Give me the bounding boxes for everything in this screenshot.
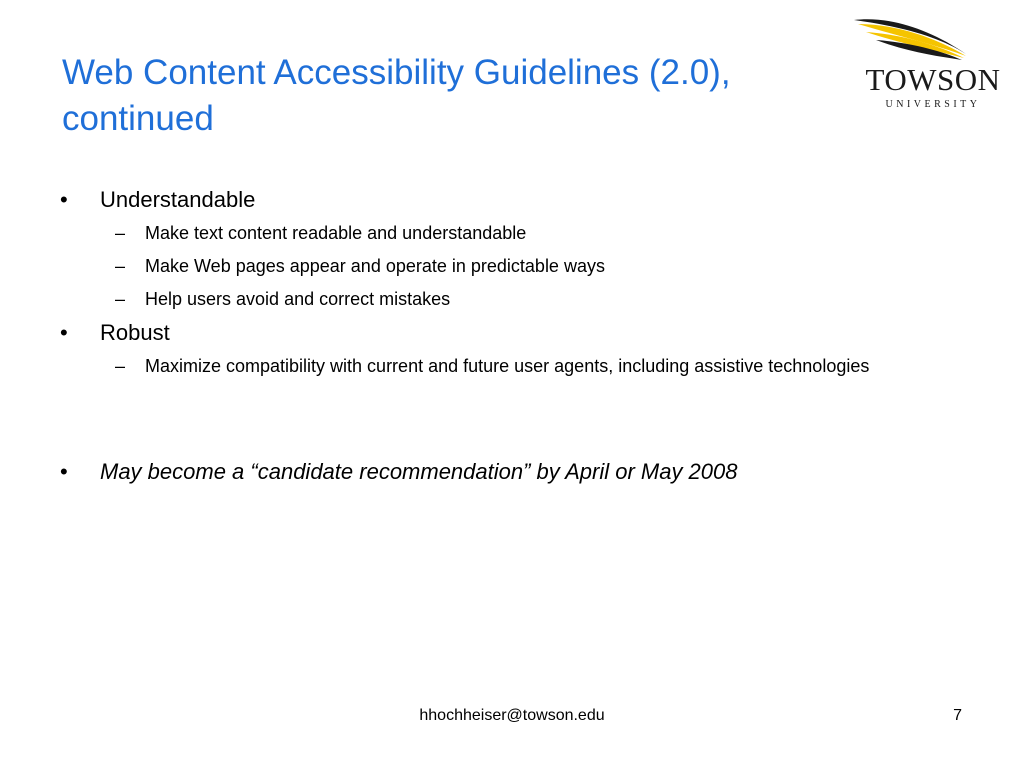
dash-icon: – [115, 289, 126, 309]
bullet-icon: • [60, 459, 68, 484]
bullet-note [60, 458, 960, 486]
footer-email: hhochheiser@towson.edu [419, 707, 605, 724]
bullet-understandable [60, 186, 960, 214]
subbullet [60, 220, 960, 247]
note-text: May become a “candidate recommendation” by April or May 2008 [100, 459, 738, 484]
spacer [60, 386, 960, 458]
subbullet [60, 286, 960, 313]
bullet-text: Robust [100, 320, 170, 345]
bullet-text: Understandable [100, 187, 256, 212]
logo-subtitle: UNIVERSITY [885, 99, 981, 110]
logo-wordmark: TOWSON [865, 62, 1001, 97]
dash-icon: – [115, 223, 126, 243]
dash-icon: – [115, 356, 126, 376]
subbullet [60, 353, 960, 380]
subbullet-text: Make Web pages appear and operate in predictable ways [145, 256, 605, 276]
subbullet-text: Maximize compatibility with current and future user agents, including assistive technologies [145, 356, 870, 376]
slide-title: Web Content Accessibility Guidelines (2.0), continued [62, 53, 731, 138]
subbullet [60, 253, 960, 280]
slide-body [60, 186, 960, 492]
towson-logo [848, 14, 1014, 118]
bullet-icon: • [60, 187, 68, 212]
dash-icon: – [115, 256, 126, 276]
bullet-icon: • [60, 320, 68, 345]
subbullet-text: Help users avoid and correct mistakes [145, 289, 451, 309]
subbullet-text: Make text content readable and understandable [145, 223, 527, 243]
page-number: 7 [953, 707, 962, 724]
bullet-robust [60, 319, 960, 347]
